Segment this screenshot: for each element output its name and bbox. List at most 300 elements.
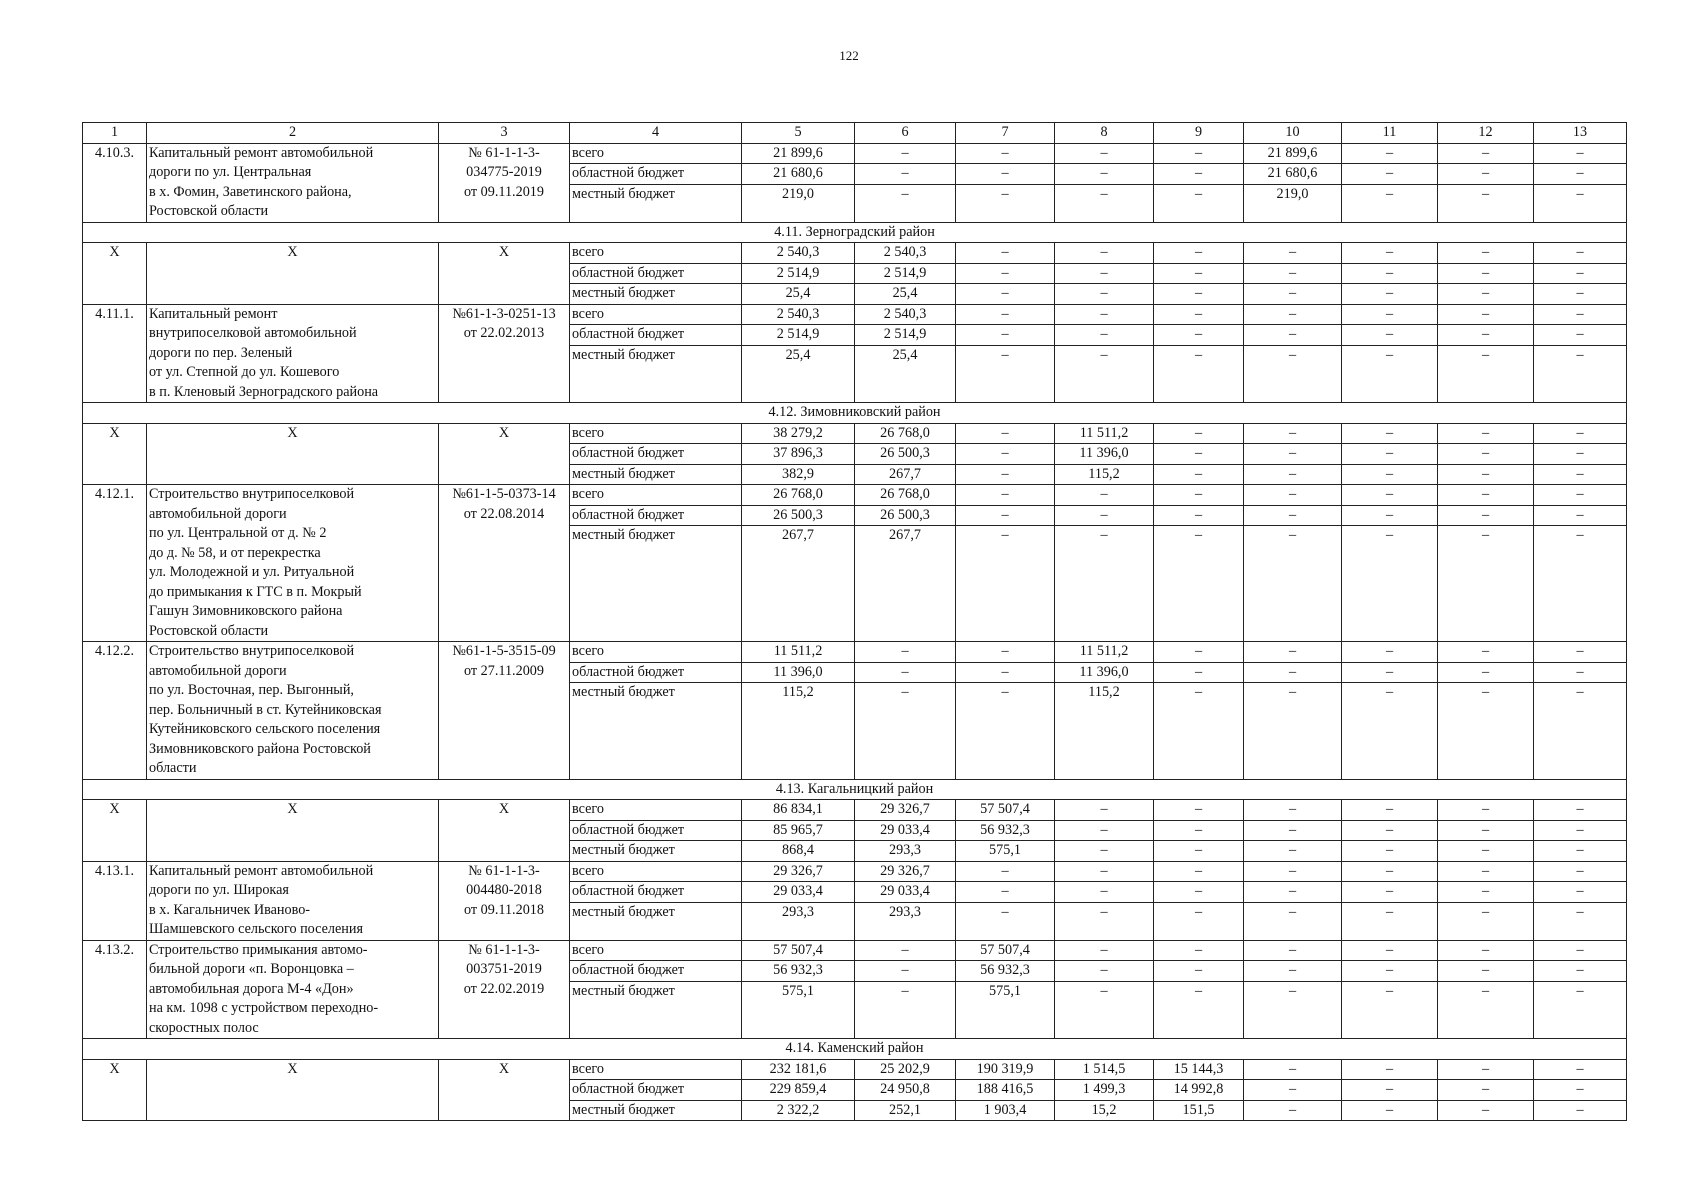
value-col-12: – — [1438, 1059, 1534, 1080]
item-document — [439, 243, 570, 305]
value-col-11: – — [1342, 1100, 1438, 1121]
value-col-5: 38 279,2 — [742, 423, 855, 444]
description-line: Х — [287, 424, 298, 441]
value-col-10: – — [1244, 263, 1342, 284]
value-col-9: – — [1154, 304, 1244, 325]
value-col-12: – — [1438, 263, 1534, 284]
value-col-13: – — [1534, 444, 1627, 465]
value-col-5: 575,1 — [742, 981, 855, 1039]
value-col-5: 37 896,3 — [742, 444, 855, 465]
column-header-6: 6 — [855, 123, 956, 144]
value-col-9: – — [1154, 981, 1244, 1039]
funding-source: местный бюджет — [570, 683, 742, 780]
funding-source: всего — [570, 642, 742, 663]
value-col-7: – — [956, 164, 1055, 185]
description-line: Строительство внутрипоселковой — [149, 486, 355, 502]
value-col-8: – — [1055, 820, 1154, 841]
value-col-13: – — [1534, 505, 1627, 526]
item-number: Х — [83, 800, 147, 862]
value-col-13: – — [1534, 423, 1627, 444]
value-col-10: – — [1244, 683, 1342, 780]
value-col-8: 1 514,5 — [1055, 1059, 1154, 1080]
value-col-13: – — [1534, 243, 1627, 264]
value-col-12: – — [1438, 940, 1534, 961]
value-col-6: 29 033,4 — [855, 820, 956, 841]
value-col-12: – — [1438, 961, 1534, 982]
value-col-12: – — [1438, 345, 1534, 403]
value-col-5: 382,9 — [742, 464, 855, 485]
value-col-10: – — [1244, 485, 1342, 506]
value-col-6: 25,4 — [855, 284, 956, 305]
value-col-8: – — [1055, 263, 1154, 284]
value-col-13: – — [1534, 800, 1627, 821]
value-col-9: – — [1154, 683, 1244, 780]
value-col-10: 219,0 — [1244, 184, 1342, 222]
value-col-11: – — [1342, 820, 1438, 841]
description-line: в х. Фомин, Заветинского района, — [149, 183, 352, 200]
funding-source: местный бюджет — [570, 464, 742, 485]
value-col-10: – — [1244, 464, 1342, 485]
funding-source: местный бюджет — [570, 284, 742, 305]
value-col-5: 26 500,3 — [742, 505, 855, 526]
table-row — [83, 940, 1627, 961]
document-line: № 61-1-1-3- — [468, 862, 540, 879]
value-col-5: 25,4 — [742, 345, 855, 403]
value-col-13: – — [1534, 820, 1627, 841]
value-col-11: – — [1342, 683, 1438, 780]
value-col-9: – — [1154, 505, 1244, 526]
value-col-9: – — [1154, 882, 1244, 903]
value-col-10: 21 680,6 — [1244, 164, 1342, 185]
section-row — [83, 1039, 1627, 1060]
value-col-5: 267,7 — [742, 526, 855, 642]
description-line: Капитальный ремонт — [149, 305, 278, 322]
value-col-6: 2 514,9 — [855, 263, 956, 284]
funding-source: областной бюджет — [570, 263, 742, 284]
value-col-11: – — [1342, 164, 1438, 185]
item-description — [147, 642, 439, 780]
document-line: №61-1-3-0251-13 — [452, 305, 556, 322]
funding-source: местный бюджет — [570, 841, 742, 862]
value-col-8: 15,2 — [1055, 1100, 1154, 1121]
value-col-5: 2 322,2 — [742, 1100, 855, 1121]
value-col-10: – — [1244, 961, 1342, 982]
document-line: № 61-1-1-3- — [468, 941, 540, 958]
value-col-5: 219,0 — [742, 184, 855, 222]
value-col-6: 293,3 — [855, 841, 956, 862]
value-col-12: – — [1438, 861, 1534, 882]
value-col-10: – — [1244, 325, 1342, 346]
value-col-9: – — [1154, 902, 1244, 940]
value-col-9: – — [1154, 423, 1244, 444]
description-line: автомобильная дорога М-4 «Дон» — [149, 980, 354, 997]
value-col-12: – — [1438, 902, 1534, 940]
value-col-13: – — [1534, 662, 1627, 683]
value-col-11: – — [1342, 464, 1438, 485]
value-col-9: – — [1154, 444, 1244, 465]
description-line: Строительство внутрипоселковой — [149, 643, 355, 659]
section-title: 4.12. Зимовниковский район — [83, 403, 1627, 424]
item-number: 4.13.1. — [83, 861, 147, 940]
funding-source: областной бюджет — [570, 164, 742, 185]
value-col-10: – — [1244, 981, 1342, 1039]
value-col-13: – — [1534, 284, 1627, 305]
description-line: в п. Кленовый Зерноградского района — [149, 383, 379, 400]
item-description — [147, 485, 439, 642]
funding-source: всего — [570, 940, 742, 961]
item-number: 4.12.1. — [83, 485, 147, 642]
value-col-10: – — [1244, 662, 1342, 683]
budget-table — [82, 122, 1627, 1121]
value-col-9: – — [1154, 820, 1244, 841]
value-col-11: – — [1342, 902, 1438, 940]
description-line: от ул. Степной до ул. Кошевого — [149, 364, 340, 380]
document-line: от 09.11.2019 — [464, 183, 544, 200]
funding-source: всего — [570, 1059, 742, 1080]
value-col-7: 188 416,5 — [956, 1080, 1055, 1101]
funding-source: всего — [570, 304, 742, 325]
value-col-9: 151,5 — [1154, 1100, 1244, 1121]
item-description — [147, 243, 439, 305]
value-col-12: – — [1438, 1100, 1534, 1121]
value-col-7: 575,1 — [956, 841, 1055, 862]
item-number: 4.13.2. — [83, 940, 147, 1039]
description-line: пер. Больничный в ст. Кутейниковская — [149, 701, 382, 718]
document-line: №61-1-5-3515-09 — [452, 643, 556, 659]
description-line: автомобильной дороги — [149, 505, 287, 522]
item-number: 4.10.3. — [83, 143, 147, 222]
value-col-6: 24 950,8 — [855, 1080, 956, 1101]
value-col-11: – — [1342, 345, 1438, 403]
value-col-7: – — [956, 902, 1055, 940]
item-number: 4.11.1. — [83, 304, 147, 403]
description-line: до д. № 58, и от перекрестка — [149, 544, 321, 561]
description-line: дороги по ул. Центральная — [149, 164, 312, 180]
column-header-2: 2 — [147, 123, 439, 144]
value-col-7: 575,1 — [956, 981, 1055, 1039]
value-col-12: – — [1438, 1080, 1534, 1101]
value-col-11: – — [1342, 882, 1438, 903]
document-line: №61-1-5-0373-14 — [452, 486, 556, 502]
document-line: 034775-2019 — [466, 164, 542, 180]
value-col-6: 29 326,7 — [855, 861, 956, 882]
value-col-12: – — [1438, 164, 1534, 185]
value-col-12: – — [1438, 526, 1534, 642]
document-line: от 27.11.2009 — [464, 662, 544, 679]
value-col-13: – — [1534, 882, 1627, 903]
value-col-9: – — [1154, 526, 1244, 642]
table-row — [83, 304, 1627, 325]
value-col-10: – — [1244, 284, 1342, 305]
column-header-10: 10 — [1244, 123, 1342, 144]
item-document — [439, 304, 570, 403]
value-col-5: 2 540,3 — [742, 304, 855, 325]
description-line: внутрипоселковой автомобильной — [149, 325, 357, 341]
funding-source: местный бюджет — [570, 526, 742, 642]
value-col-8: – — [1055, 940, 1154, 961]
item-document — [439, 423, 570, 485]
document-line: от 22.02.2013 — [463, 325, 545, 341]
description-line: Ростовской области — [149, 203, 269, 219]
item-number: Х — [83, 423, 147, 485]
table-body — [83, 123, 1627, 1121]
value-col-7: – — [956, 526, 1055, 642]
value-col-13: – — [1534, 464, 1627, 485]
table-row — [83, 861, 1627, 882]
item-description — [147, 861, 439, 940]
document-line: 004480-2018 — [466, 882, 542, 898]
value-col-13: – — [1534, 184, 1627, 222]
value-col-7: 57 507,4 — [956, 940, 1055, 961]
funding-source: областной бюджет — [570, 1080, 742, 1101]
value-col-6: 2 514,9 — [855, 325, 956, 346]
value-col-10: – — [1244, 882, 1342, 903]
document-line: от 22.02.2019 — [463, 980, 545, 997]
description-line: до примыкания к ГТС в п. Мокрый — [149, 583, 362, 600]
value-col-8: – — [1055, 526, 1154, 642]
value-col-13: – — [1534, 1059, 1627, 1080]
value-col-12: – — [1438, 444, 1534, 465]
value-col-6: 267,7 — [855, 526, 956, 642]
value-col-5: 232 181,6 — [742, 1059, 855, 1080]
section-row — [83, 779, 1627, 800]
description-line: скоростных полос — [149, 1019, 259, 1036]
item-number: Х — [83, 243, 147, 305]
value-col-7: – — [956, 505, 1055, 526]
funding-source: местный бюджет — [570, 184, 742, 222]
value-col-7: – — [956, 325, 1055, 346]
column-header-row — [83, 123, 1627, 144]
value-col-10: – — [1244, 505, 1342, 526]
value-col-13: – — [1534, 902, 1627, 940]
value-col-8: 1 499,3 — [1055, 1080, 1154, 1101]
value-col-9: – — [1154, 345, 1244, 403]
description-line: Капитальный ремонт автомобильной — [149, 862, 374, 879]
value-col-10: – — [1244, 820, 1342, 841]
value-col-11: – — [1342, 800, 1438, 821]
value-col-7: – — [956, 184, 1055, 222]
value-col-5: 11 511,2 — [742, 642, 855, 663]
value-col-8: – — [1055, 981, 1154, 1039]
value-col-8: – — [1055, 505, 1154, 526]
value-col-5: 56 932,3 — [742, 961, 855, 982]
value-col-6: – — [855, 164, 956, 185]
description-line: Кутейниковского сельского поселения — [149, 721, 381, 737]
value-col-6: – — [855, 662, 956, 683]
value-col-12: – — [1438, 464, 1534, 485]
value-col-10: – — [1244, 1059, 1342, 1080]
value-col-9: – — [1154, 642, 1244, 663]
value-col-8: – — [1055, 800, 1154, 821]
value-col-5: 11 396,0 — [742, 662, 855, 683]
value-col-9: – — [1154, 243, 1244, 264]
column-header-3: 3 — [439, 123, 570, 144]
value-col-6: 2 540,3 — [855, 243, 956, 264]
value-col-7: 56 932,3 — [956, 961, 1055, 982]
value-col-13: – — [1534, 642, 1627, 663]
description-line: по ул. Восточная, пер. Выгонный, — [149, 682, 354, 698]
value-col-11: – — [1342, 325, 1438, 346]
description-line: Ростовской области — [149, 622, 269, 639]
value-col-13: – — [1534, 143, 1627, 164]
value-col-7: 56 932,3 — [956, 820, 1055, 841]
value-col-7: – — [956, 284, 1055, 305]
funding-source: местный бюджет — [570, 902, 742, 940]
table-row — [83, 243, 1627, 264]
value-col-9: 15 144,3 — [1154, 1059, 1244, 1080]
value-col-11: – — [1342, 940, 1438, 961]
value-col-5: 57 507,4 — [742, 940, 855, 961]
value-col-8: 11 396,0 — [1055, 444, 1154, 465]
item-document — [439, 1059, 570, 1121]
item-document — [439, 642, 570, 780]
section-row — [83, 403, 1627, 424]
value-col-12: – — [1438, 505, 1534, 526]
item-document — [439, 861, 570, 940]
value-col-8: – — [1055, 184, 1154, 222]
value-col-5: 21 680,6 — [742, 164, 855, 185]
value-col-9: – — [1154, 143, 1244, 164]
value-col-8: 115,2 — [1055, 464, 1154, 485]
value-col-13: – — [1534, 164, 1627, 185]
value-col-13: – — [1534, 304, 1627, 325]
description-line: Х — [287, 801, 298, 817]
value-col-6: 252,1 — [855, 1100, 956, 1121]
value-col-11: – — [1342, 423, 1438, 444]
value-col-8: – — [1055, 961, 1154, 982]
value-col-5: 2 514,9 — [742, 263, 855, 284]
value-col-11: – — [1342, 861, 1438, 882]
value-col-9: – — [1154, 184, 1244, 222]
item-document — [439, 940, 570, 1039]
value-col-12: – — [1438, 243, 1534, 264]
value-col-7: 57 507,4 — [956, 800, 1055, 821]
value-col-9: – — [1154, 284, 1244, 305]
value-col-11: – — [1342, 1080, 1438, 1101]
value-col-5: 85 965,7 — [742, 820, 855, 841]
description-line: Х — [287, 244, 298, 260]
value-col-10: – — [1244, 444, 1342, 465]
value-col-7: – — [956, 861, 1055, 882]
value-col-12: – — [1438, 304, 1534, 325]
value-col-10: – — [1244, 243, 1342, 264]
value-col-8: – — [1055, 841, 1154, 862]
description-line: Строительство примыкания автомо- — [149, 941, 368, 958]
value-col-12: – — [1438, 841, 1534, 862]
value-col-9: – — [1154, 263, 1244, 284]
funding-source: областной бюджет — [570, 961, 742, 982]
item-description — [147, 1059, 439, 1121]
document-line: Х — [498, 1060, 510, 1077]
value-col-5: 21 899,6 — [742, 143, 855, 164]
value-col-7: – — [956, 662, 1055, 683]
value-col-5: 868,4 — [742, 841, 855, 862]
value-col-13: – — [1534, 263, 1627, 284]
value-col-11: – — [1342, 961, 1438, 982]
value-col-9: – — [1154, 841, 1244, 862]
value-col-13: – — [1534, 1080, 1627, 1101]
value-col-11: – — [1342, 243, 1438, 264]
document-line: Х — [498, 424, 510, 441]
value-col-13: – — [1534, 345, 1627, 403]
description-line: Зимовниковского района Ростовской — [149, 740, 371, 757]
value-col-6: – — [855, 683, 956, 780]
value-col-9: – — [1154, 861, 1244, 882]
value-col-7: – — [956, 882, 1055, 903]
column-header-13: 13 — [1534, 123, 1627, 144]
value-col-11: – — [1342, 981, 1438, 1039]
item-document — [439, 485, 570, 642]
value-col-7: – — [956, 642, 1055, 663]
value-col-9: – — [1154, 961, 1244, 982]
value-col-12: – — [1438, 284, 1534, 305]
funding-source: местный бюджет — [570, 1100, 742, 1121]
item-number: Х — [83, 1059, 147, 1121]
value-col-9: 14 992,8 — [1154, 1080, 1244, 1101]
value-col-8: – — [1055, 243, 1154, 264]
funding-source: местный бюджет — [570, 981, 742, 1039]
value-col-10: – — [1244, 423, 1342, 444]
funding-source: всего — [570, 861, 742, 882]
value-col-13: – — [1534, 1100, 1627, 1121]
value-col-12: – — [1438, 683, 1534, 780]
funding-source: областной бюджет — [570, 882, 742, 903]
description-line: дороги по ул. Широкая — [149, 882, 289, 898]
item-description — [147, 800, 439, 862]
value-col-11: – — [1342, 485, 1438, 506]
value-col-8: – — [1055, 882, 1154, 903]
value-col-12: – — [1438, 184, 1534, 222]
value-col-8: – — [1055, 902, 1154, 940]
value-col-5: 26 768,0 — [742, 485, 855, 506]
funding-source: областной бюджет — [570, 444, 742, 465]
table-row — [83, 423, 1627, 444]
item-description — [147, 304, 439, 403]
funding-source: всего — [570, 423, 742, 444]
description-line: Гашун Зимовниковского района — [149, 603, 343, 619]
value-col-8: 11 511,2 — [1055, 423, 1154, 444]
item-number: 4.12.2. — [83, 642, 147, 780]
item-description — [147, 423, 439, 485]
value-col-6: 26 500,3 — [855, 444, 956, 465]
value-col-5: 25,4 — [742, 284, 855, 305]
description-line: ул. Молодежной и ул. Ритуальной — [149, 564, 355, 580]
section-title: 4.11. Зерноградский район — [83, 222, 1627, 243]
value-col-11: – — [1342, 841, 1438, 862]
value-col-13: – — [1534, 485, 1627, 506]
value-col-9: – — [1154, 485, 1244, 506]
table-row — [83, 143, 1627, 164]
column-header-4: 4 — [570, 123, 742, 144]
value-col-5: 86 834,1 — [742, 800, 855, 821]
value-col-9: – — [1154, 164, 1244, 185]
item-document — [439, 800, 570, 862]
value-col-8: – — [1055, 325, 1154, 346]
funding-source: всего — [570, 243, 742, 264]
page-number: 122 — [839, 48, 859, 63]
value-col-7: – — [956, 263, 1055, 284]
section-title: 4.14. Каменский район — [83, 1039, 1627, 1060]
value-col-6: – — [855, 143, 956, 164]
value-col-8: – — [1055, 861, 1154, 882]
column-header-5: 5 — [742, 123, 855, 144]
description-line: в х. Кагальничек Иваново- — [149, 901, 311, 918]
value-col-6: 293,3 — [855, 902, 956, 940]
value-col-7: – — [956, 243, 1055, 264]
description-line: Х — [287, 1060, 298, 1077]
value-col-9: – — [1154, 325, 1244, 346]
value-col-7: – — [956, 423, 1055, 444]
